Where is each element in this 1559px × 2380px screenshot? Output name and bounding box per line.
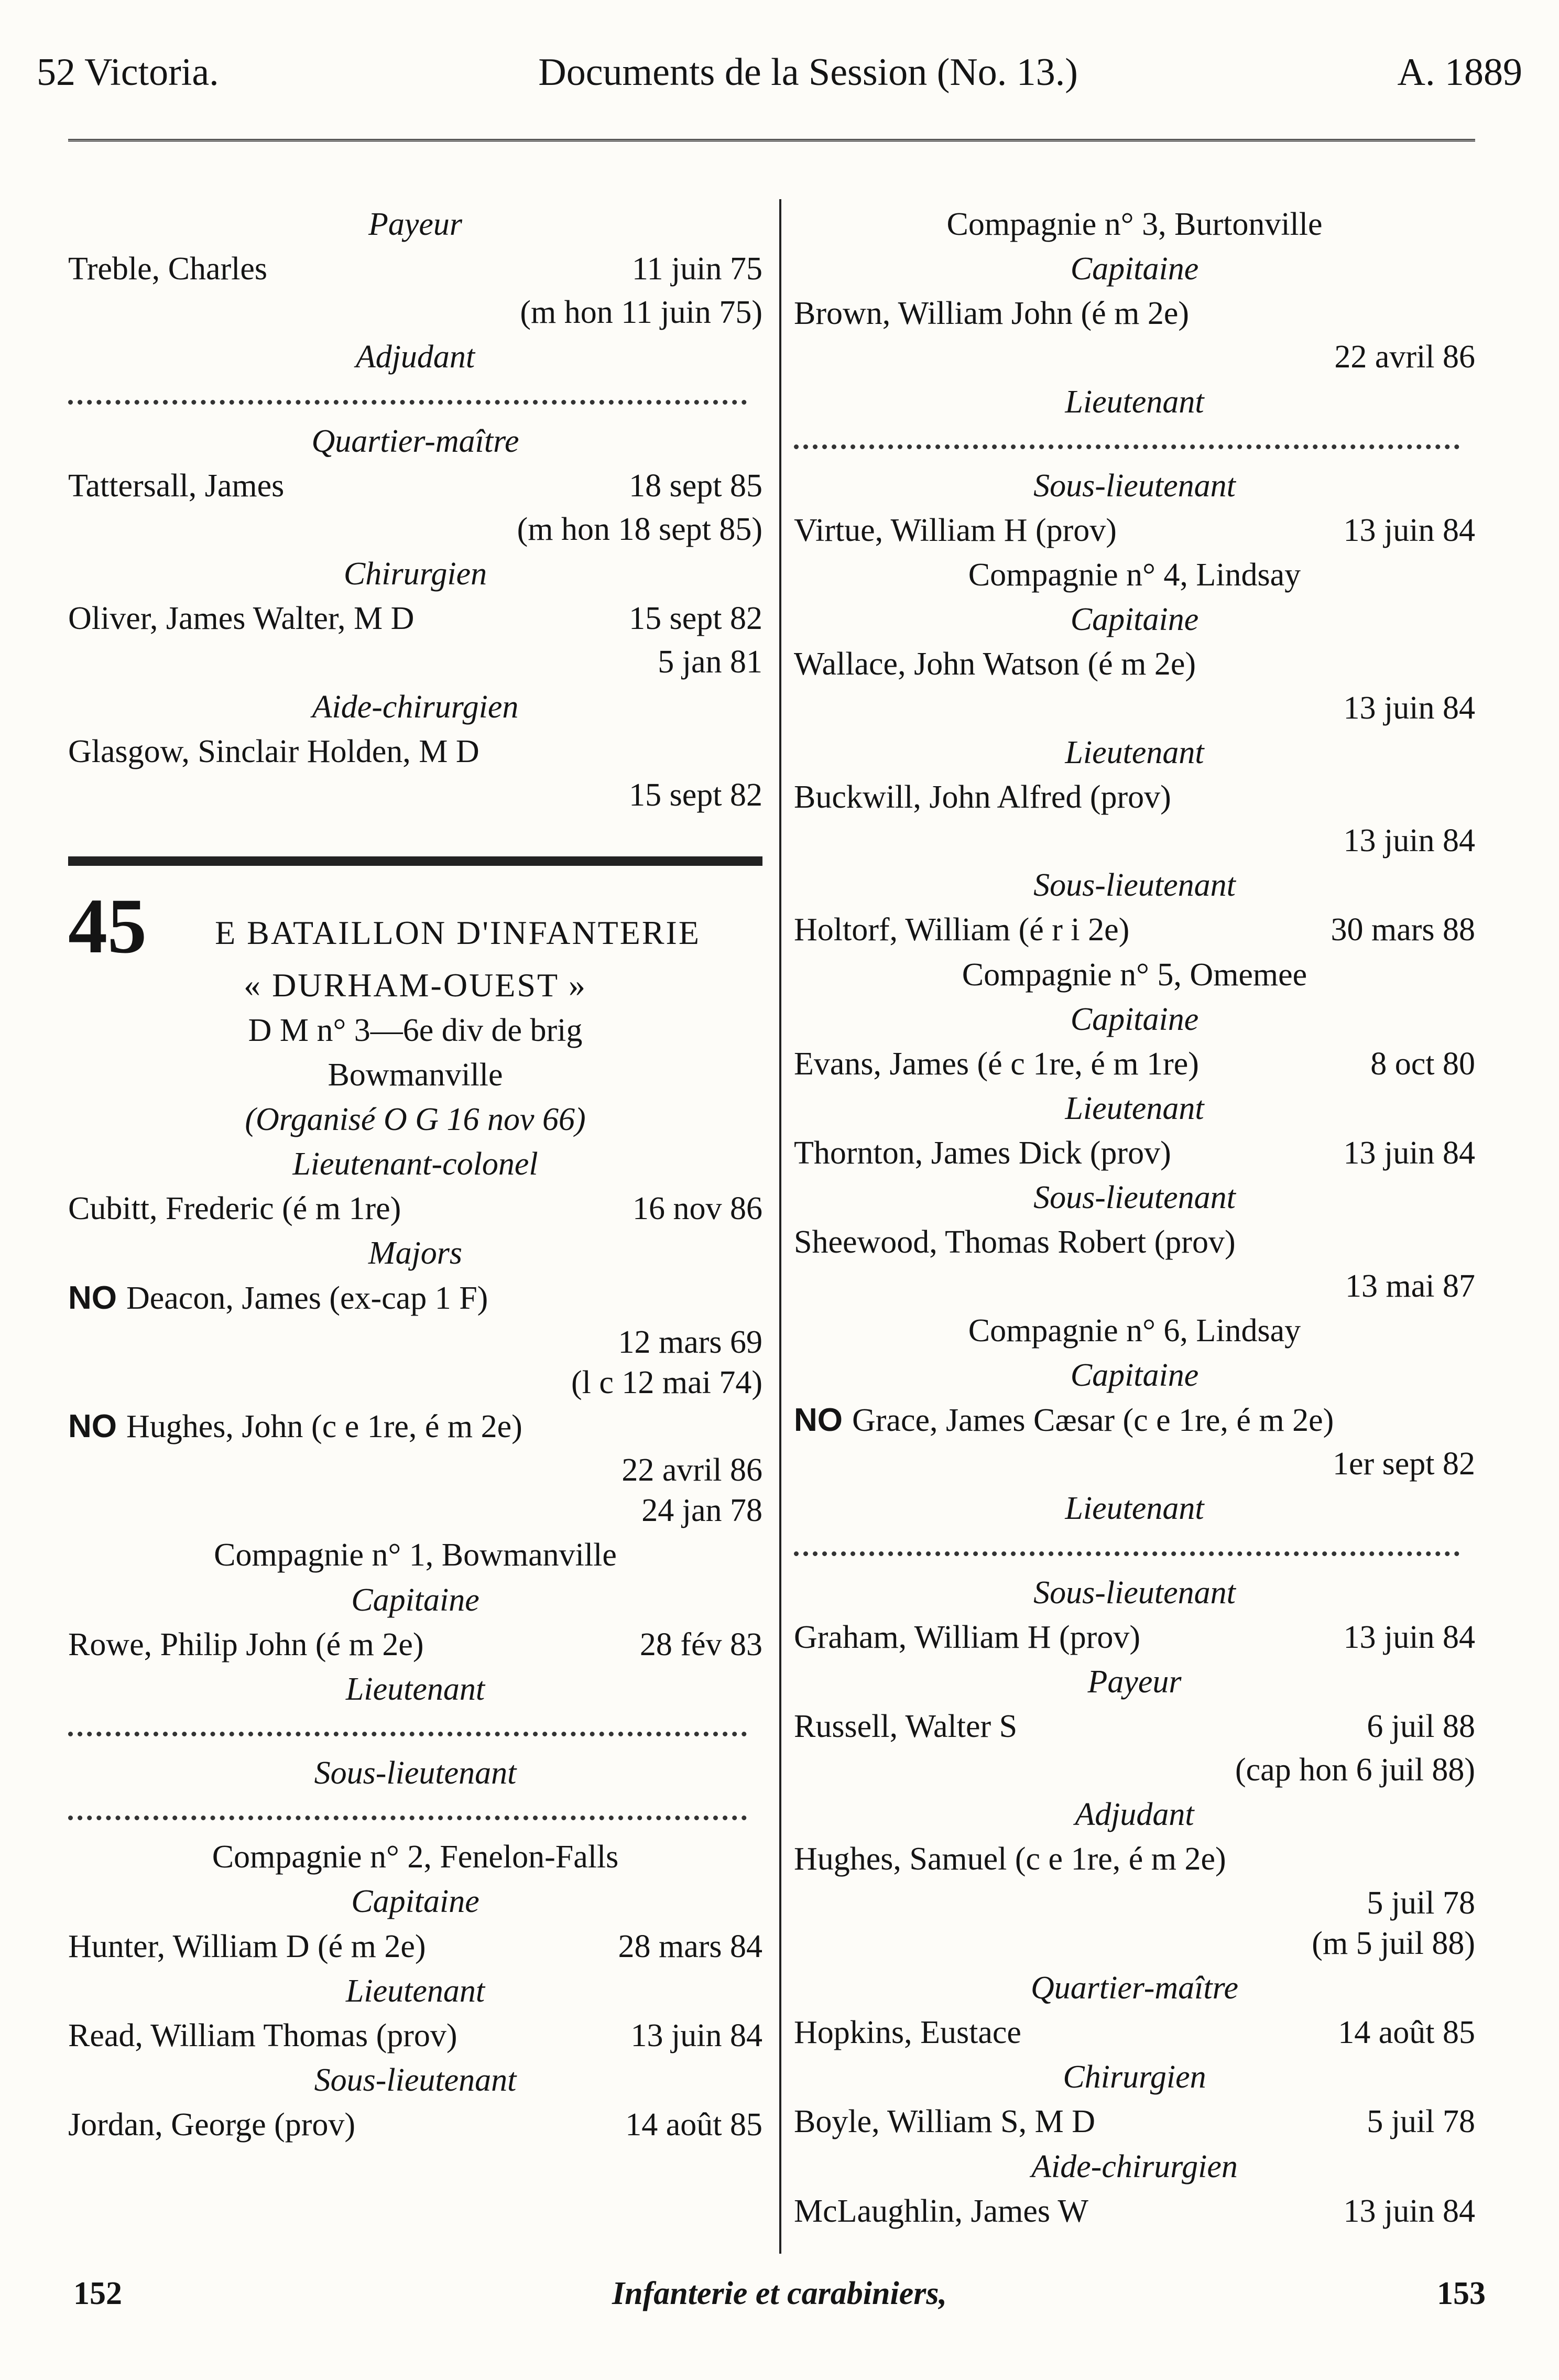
officer-date: 14 août 85 <box>1338 2015 1475 2051</box>
footer-center: Infanterie et carabiniers, <box>612 2276 947 2311</box>
officer-date: 15 sept 82 <box>629 601 762 637</box>
rank-heading: Capitaine <box>351 1582 479 1618</box>
officer-name: Thornton, James Dick (prov) <box>794 1135 1171 1171</box>
headquarters: Bowmanville <box>328 1057 503 1093</box>
officer-name: Boyle, William S, M D <box>794 2104 1096 2140</box>
rank-heading: Capitaine <box>1070 602 1199 638</box>
officer-date: 13 juin 84 <box>1343 512 1475 548</box>
header-left: 52 Victoria. <box>37 51 219 94</box>
rank-heading: Sous-lieutenant <box>1033 468 1236 504</box>
rank-heading: Quartier-maître <box>311 423 519 459</box>
entry-row <box>794 2192 1475 2231</box>
rank-heading: Lieutenant <box>345 1973 485 2009</box>
vacancy-dots <box>794 444 1459 449</box>
footer-page-right: 153 <box>1436 2276 1486 2311</box>
officer-note: (m hon 18 sept 85) <box>517 511 762 547</box>
officer-note: (l c 12 mai 74) <box>571 1364 762 1400</box>
officer-date: 5 juil 78 <box>1367 2104 1475 2140</box>
rank-heading: Capitaine <box>1070 251 1199 287</box>
rank-heading: Capitaine <box>351 1884 479 1920</box>
company-heading: Compagnie n° 5, Omemee <box>962 957 1307 993</box>
officer-note: (m hon 11 juin 75) <box>520 295 762 331</box>
entry-row <box>68 1279 762 1318</box>
rank-heading: Aide-chirurgien <box>1031 2148 1238 2185</box>
officer-date: 30 mars 88 <box>1331 912 1475 948</box>
rank-heading: Capitaine <box>1070 1001 1199 1037</box>
officer-date: 14 août 85 <box>625 2107 762 2143</box>
entry-row <box>794 512 1475 550</box>
rank-heading: Chirurgien <box>343 556 487 592</box>
officer-date: 22 avril 86 <box>1334 339 1475 375</box>
header-rule <box>68 139 1475 146</box>
officer-name: Jordan, George (prov) <box>68 2107 356 2143</box>
officer-date: 18 sept 85 <box>629 468 762 504</box>
officer-date: 28 fév 83 <box>639 1626 762 1662</box>
right-column <box>794 199 1475 2236</box>
entry-row <box>68 467 762 505</box>
officer-date: 13 juin 84 <box>1343 823 1475 859</box>
entry-row <box>68 1626 762 1664</box>
header-right: A. 1889 <box>1397 51 1522 94</box>
officer-name: Hunter, William D (é m 2e) <box>68 1928 426 1964</box>
officer-date: 16 nov 86 <box>633 1191 762 1227</box>
officer-date: 1er sept 82 <box>1332 1446 1475 1482</box>
officer-date: 15 sept 82 <box>629 777 762 813</box>
officer-date: 22 avril 86 <box>622 1452 762 1488</box>
no-marker: NO <box>68 1280 117 1317</box>
column-divider <box>779 199 781 2254</box>
company-heading: Compagnie n° 1, Bowmanville <box>214 1537 617 1573</box>
officer-date: 13 juin 84 <box>1343 2193 1475 2229</box>
rank-heading: Sous-lieutenant <box>1033 1180 1236 1216</box>
entry-row <box>68 1190 762 1228</box>
district-line: D M n° 3—6e div de brig <box>248 1012 583 1048</box>
officer-note: (m 5 juil 88) <box>1312 1925 1475 1961</box>
rank-heading: Quartier-maître <box>1031 1970 1238 2006</box>
officer-name: Brown, William John (é m 2e) <box>794 296 1190 332</box>
officer-name: Hughes, John (c e 1re, é m 2e) <box>126 1408 522 1444</box>
officer-date: 12 mars 69 <box>618 1324 762 1360</box>
officer-name: Hopkins, Eustace <box>794 2015 1021 2051</box>
entry-row <box>68 1928 762 1966</box>
officer-date: 13 juin 84 <box>1343 1135 1475 1171</box>
entry-row <box>794 1840 1475 1878</box>
entry-row <box>794 1223 1475 1262</box>
entry-row <box>68 1407 762 1446</box>
rank-heading: Capitaine <box>1070 1357 1199 1393</box>
page-footer <box>73 2275 1486 2313</box>
rank-heading: Aide-chirurgien <box>312 689 519 725</box>
rank-heading: Lieutenant <box>345 1671 485 1707</box>
rank-heading: Chirurgien <box>1063 2059 1206 2095</box>
officer-name: Glasgow, Sinclair Holden, M D <box>68 733 479 769</box>
battalion-title <box>68 883 762 1005</box>
vacancy-dots <box>68 1732 747 1736</box>
no-marker: NO <box>68 1408 117 1444</box>
vacancy-dots <box>68 1816 747 1820</box>
entry-row <box>794 645 1475 683</box>
rank-heading: Lieutenant <box>1065 384 1204 420</box>
rank-heading: Lieutenant <box>1065 1090 1204 1126</box>
officer-date: 5 juil 78 <box>1367 1885 1475 1921</box>
officer-name: Cubitt, Frederic (é m 1re) <box>68 1191 401 1227</box>
officer-name: Holtorf, William (é r i 2e) <box>794 912 1130 948</box>
officer-name: Virtue, William H (prov) <box>794 512 1117 548</box>
battalion-subtitle: « DURHAM-OUEST » <box>244 966 587 1004</box>
battalion-name: E BATAILLON D'INFANTERIE <box>215 914 701 952</box>
company-heading: Compagnie n° 2, Fenelon-Falls <box>212 1839 619 1875</box>
rank-heading: Majors <box>368 1235 463 1271</box>
company-heading: Compagnie n° 3, Burtonville <box>946 207 1323 242</box>
entry-row <box>68 2106 762 2144</box>
rank-heading: Lieutenant <box>1065 1491 1204 1527</box>
officer-name: Graham, William H (prov) <box>794 1619 1140 1655</box>
rank-heading: Adjudant <box>1075 1797 1194 1833</box>
entry-row <box>794 1618 1475 1657</box>
rank-heading: Payeur <box>368 207 463 242</box>
entry-row <box>68 2017 762 2055</box>
officer-name: Sheewood, Thomas Robert (prov) <box>794 1224 1236 1260</box>
rank-heading: Payeur <box>1087 1664 1182 1700</box>
entry-row <box>794 1045 1475 1083</box>
officer-name: Oliver, James Walter, M D <box>68 601 415 637</box>
officer-name: McLaughlin, James W <box>794 2193 1088 2229</box>
no-marker: NO <box>794 1402 843 1439</box>
officer-date: 13 juin 84 <box>1343 1619 1475 1655</box>
page-header <box>37 50 1522 95</box>
officer-name: Rowe, Philip John (é m 2e) <box>68 1626 424 1662</box>
battalion-number: 45 <box>68 883 147 970</box>
vacancy-dots <box>794 1551 1459 1556</box>
officer-name: Deacon, James (ex-cap 1 F) <box>126 1280 488 1317</box>
rank-heading: Lieutenant <box>1065 734 1204 770</box>
entry-row <box>68 600 762 638</box>
entry-row <box>68 250 762 288</box>
officer-date: 6 juil 88 <box>1367 1709 1475 1744</box>
rank-heading: Sous-lieutenant <box>1033 1574 1236 1611</box>
rank-heading: Sous-lieutenant <box>314 2062 517 2098</box>
vacancy-dots <box>68 400 747 405</box>
officer-name: Tattersall, James <box>68 468 285 504</box>
officer-name: Russell, Walter S <box>794 1709 1018 1744</box>
organised-note: (Organisé O G 16 nov 66) <box>245 1101 586 1137</box>
footer-page-left: 152 <box>73 2276 122 2311</box>
rank-heading: Adjudant <box>355 339 475 375</box>
company-heading: Compagnie n° 6, Lindsay <box>968 1312 1301 1349</box>
officer-name: Buckwill, John Alfred (prov) <box>794 779 1171 815</box>
left-column <box>68 199 762 2149</box>
officer-note: (cap hon 6 juil 88) <box>1235 1752 1475 1788</box>
rank-heading: Lieutenant-colonel <box>292 1146 538 1182</box>
rank-heading: Sous-lieutenant <box>314 1755 517 1791</box>
officer-name: Grace, James Cæsar (c e 1re, é m 2e) <box>852 1403 1334 1439</box>
entry-row <box>794 778 1475 817</box>
section-rule <box>68 856 762 866</box>
officer-date: 13 juin 84 <box>1343 690 1475 726</box>
officer-date: 13 mai 87 <box>1345 1268 1475 1304</box>
rank-heading: Sous-lieutenant <box>1033 867 1236 904</box>
officer-note: 24 jan 78 <box>641 1493 762 1529</box>
header-center: Documents de la Session (No. 13.) <box>538 51 1078 94</box>
officer-name: Treble, Charles <box>68 251 267 287</box>
officer-name: Wallace, John Watson (é m 2e) <box>794 646 1196 682</box>
company-heading: Compagnie n° 4, Lindsay <box>968 557 1301 593</box>
officer-date: 13 juin 84 <box>630 2017 762 2053</box>
officer-note: 5 jan 81 <box>658 644 762 680</box>
entry-row <box>794 2103 1475 2141</box>
entry-row <box>794 1708 1475 1746</box>
entry-row <box>794 1134 1475 1172</box>
officer-date: 8 oct 80 <box>1370 1046 1475 1082</box>
entry-row <box>794 295 1475 333</box>
officer-name: Evans, James (é c 1re, é m 1re) <box>794 1046 1199 1082</box>
officer-name: Hughes, Samuel (c e 1re, é m 2e) <box>794 1841 1226 1877</box>
entry-row <box>794 911 1475 949</box>
officer-date: 11 juin 75 <box>631 251 762 287</box>
officer-date: 28 mars 84 <box>618 1928 762 1964</box>
officer-name: Read, William Thomas (prov) <box>68 2017 457 2053</box>
entry-row <box>68 733 762 771</box>
entry-row <box>794 1401 1475 1440</box>
entry-row <box>794 2014 1475 2052</box>
